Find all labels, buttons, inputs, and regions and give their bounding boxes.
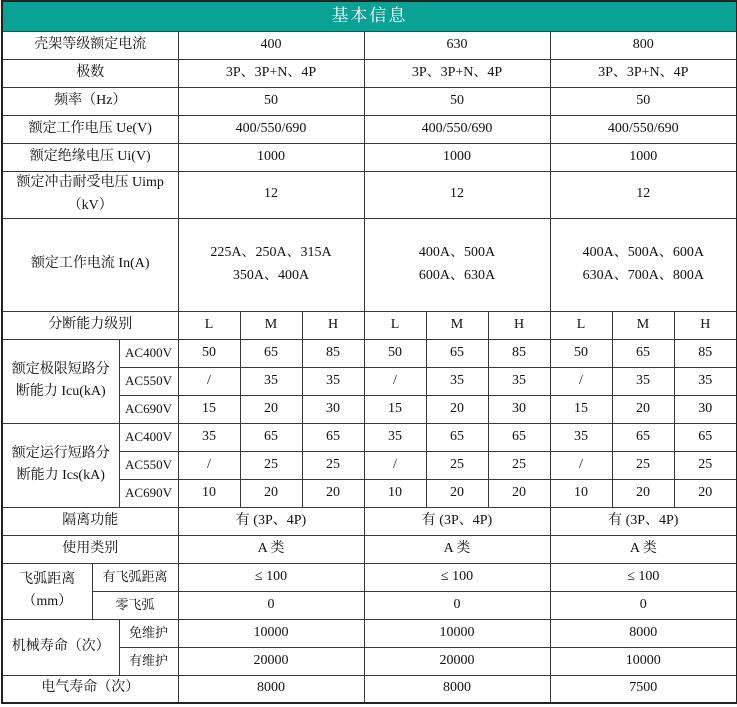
cell-value-line1: 400A、500A [418,245,496,261]
cell-value: 7500 [550,675,737,703]
table-row [2,218,737,311]
cell-value: ≤ 100 [550,563,737,591]
row-label-line1: 额定冲击耐受电压 Uimp [16,175,164,191]
table-row [2,171,737,218]
table-row [2,31,737,59]
cell-value: 65 [612,423,674,451]
row-sublabel: AC690V [119,479,178,507]
cell-value: 25 [674,451,737,479]
cell-value: 35 [674,367,737,395]
cell-value: 3P、3P+N、4P [178,59,364,87]
cell-value: 20000 [364,647,550,675]
row-sublabel: AC400V [119,423,178,451]
cell-value: 65 [240,423,302,451]
cell-value: 0 [364,591,550,619]
cell-value: 65 [426,339,488,367]
cell-value-line1: 400A、500A、600A [582,245,704,261]
cell-value: 400/550/690 [178,115,364,143]
row-label: 分断能力级别 [2,311,178,339]
row-label [2,563,92,619]
cell-value: M [612,311,674,339]
cell-value: 65 [612,339,674,367]
cell-value-line2: 350A、400A [232,267,310,283]
cell-value: 35 [364,423,426,451]
cell-value: 20 [612,395,674,423]
cell-value: 85 [488,339,550,367]
row-label: 额定绝缘电压 Ui(V) [2,143,178,171]
cell-value: 35 [612,367,674,395]
cell-value [364,218,550,311]
cell-value: / [550,367,612,395]
cell-value: 50 [178,339,240,367]
cell-value: 35 [488,367,550,395]
cell-value: 400 [178,31,364,59]
cell-value: 35 [426,367,488,395]
row-label [2,423,119,507]
cell-value: 12 [364,171,550,218]
cell-value: / [550,451,612,479]
cell-value: 0 [550,591,737,619]
table-row [2,507,737,535]
cell-value: 20 [426,479,488,507]
cell-value: / [364,367,426,395]
row-sublabel: AC550V [119,367,178,395]
row-sublabel: AC550V [119,451,178,479]
table-row [2,1,737,31]
cell-value: / [178,367,240,395]
cell-value: 10000 [550,647,737,675]
cell-value: 35 [550,423,612,451]
cell-value: M [240,311,302,339]
cell-value: 65 [674,423,737,451]
cell-value: H [302,311,364,339]
cell-value: 8000 [364,675,550,703]
cell-value: 400/550/690 [550,115,737,143]
cell-value: 0 [178,591,364,619]
cell-value: 65 [488,423,550,451]
cell-value: 35 [302,367,364,395]
cell-value: 20 [674,479,737,507]
cell-value: 30 [488,395,550,423]
cell-value: 3P、3P+N、4P [364,59,550,87]
table-row [2,591,737,619]
cell-value: 15 [550,395,612,423]
cell-value: 12 [550,171,737,218]
row-label: 使用类别 [2,535,178,563]
row-label [2,171,178,218]
table-row [2,311,737,339]
cell-value: 10000 [364,619,550,647]
row-label-line2: 断能力 Ics(kA) [16,468,105,483]
cell-value [178,218,364,311]
cell-value: L [178,311,240,339]
cell-value: 10000 [178,619,364,647]
row-label: 频率（Hz） [2,87,178,115]
cell-value: 20 [488,479,550,507]
cell-value: 50 [178,87,364,115]
table-row [2,115,737,143]
table-row [2,619,737,647]
row-label: 额定工作电压 Ue(V) [2,115,178,143]
table-row [2,59,737,87]
cell-value: 20 [612,479,674,507]
cell-value: 12 [178,171,364,218]
cell-value: 20 [426,395,488,423]
cell-value: 50 [550,339,612,367]
cell-value: 10 [178,479,240,507]
cell-value: H [674,311,737,339]
cell-value: / [178,451,240,479]
table-row [2,563,737,591]
cell-value: 25 [488,451,550,479]
cell-value: 有 (3P、4P) [364,507,550,535]
table-title: 基本信息 [2,1,737,31]
row-sublabel: AC400V [119,339,178,367]
cell-value-line1: 225A、250A、315A [210,245,332,261]
cell-value: / [364,451,426,479]
cell-value: 85 [674,339,737,367]
cell-value: 50 [364,339,426,367]
cell-value: 50 [364,87,550,115]
cell-value: ≤ 100 [178,563,364,591]
cell-value: 25 [240,451,302,479]
cell-value: 15 [178,395,240,423]
row-sublabel: 免维护 [119,619,178,647]
cell-value: 20000 [178,647,364,675]
row-sublabel: AC690V [119,395,178,423]
row-label-line1: 额定极限短路分 [11,361,110,377]
cell-value: 25 [302,451,364,479]
cell-value: 1000 [364,143,550,171]
cell-value: 630 [364,31,550,59]
cell-value-line2: 600A、630A [418,267,496,283]
cell-value: 35 [178,423,240,451]
cell-value: 35 [240,367,302,395]
cell-value: 30 [302,395,364,423]
cell-value: 65 [426,423,488,451]
row-sublabel: 有飞弧距离 [92,563,178,591]
cell-value: 800 [550,31,737,59]
spec-table [1,0,737,704]
cell-value: L [364,311,426,339]
cell-value: 有 (3P、4P) [178,507,364,535]
cell-value [550,218,737,311]
row-label-line1: 额定运行短路分 [11,445,110,461]
cell-value: ≤ 100 [364,563,550,591]
row-label-line1: 飞弧距离 [19,571,76,587]
row-label: 隔离功能 [2,507,178,535]
table-row [2,143,737,171]
cell-value: 10 [550,479,612,507]
row-label-line2: （kV） [67,197,113,213]
cell-value: 20 [240,479,302,507]
cell-value: 1000 [550,143,737,171]
row-label: 机械寿命（次） [2,619,119,675]
cell-value: 3P、3P+N、4P [550,59,737,87]
table-row [2,675,737,703]
row-label: 电气寿命（次） [2,675,178,703]
cell-value: 65 [240,339,302,367]
row-label: 额定工作电流 In(A) [2,218,178,311]
cell-value: 20 [240,395,302,423]
row-sublabel: 零飞弧 [92,591,178,619]
cell-value: 85 [302,339,364,367]
cell-value: A 类 [550,535,737,563]
table-row [2,87,737,115]
table-row [2,339,737,367]
cell-value: 25 [426,451,488,479]
cell-value: 25 [612,451,674,479]
cell-value: A 类 [178,535,364,563]
cell-value: 65 [302,423,364,451]
table-row [2,535,737,563]
cell-value: 10 [364,479,426,507]
cell-value: H [488,311,550,339]
row-sublabel: 有维护 [119,647,178,675]
cell-value: 15 [364,395,426,423]
cell-value: 8000 [550,619,737,647]
cell-value: A 类 [364,535,550,563]
row-label: 极数 [2,59,178,87]
cell-value: L [550,311,612,339]
cell-value: 8000 [178,675,364,703]
cell-value: 400/550/690 [364,115,550,143]
table-row [2,423,737,451]
row-label: 壳架等级额定电流 [2,31,178,59]
row-label-line2: （mm） [22,594,73,609]
cell-value-line2: 630A、700A、800A [582,267,704,283]
cell-value: M [426,311,488,339]
cell-value: 50 [550,87,737,115]
row-label-line2: 断能力 Icu(kA) [15,384,106,399]
cell-value: 20 [302,479,364,507]
cell-value: 有 (3P、4P) [550,507,737,535]
cell-value: 1000 [178,143,364,171]
row-label [2,339,119,423]
cell-value: 30 [674,395,737,423]
